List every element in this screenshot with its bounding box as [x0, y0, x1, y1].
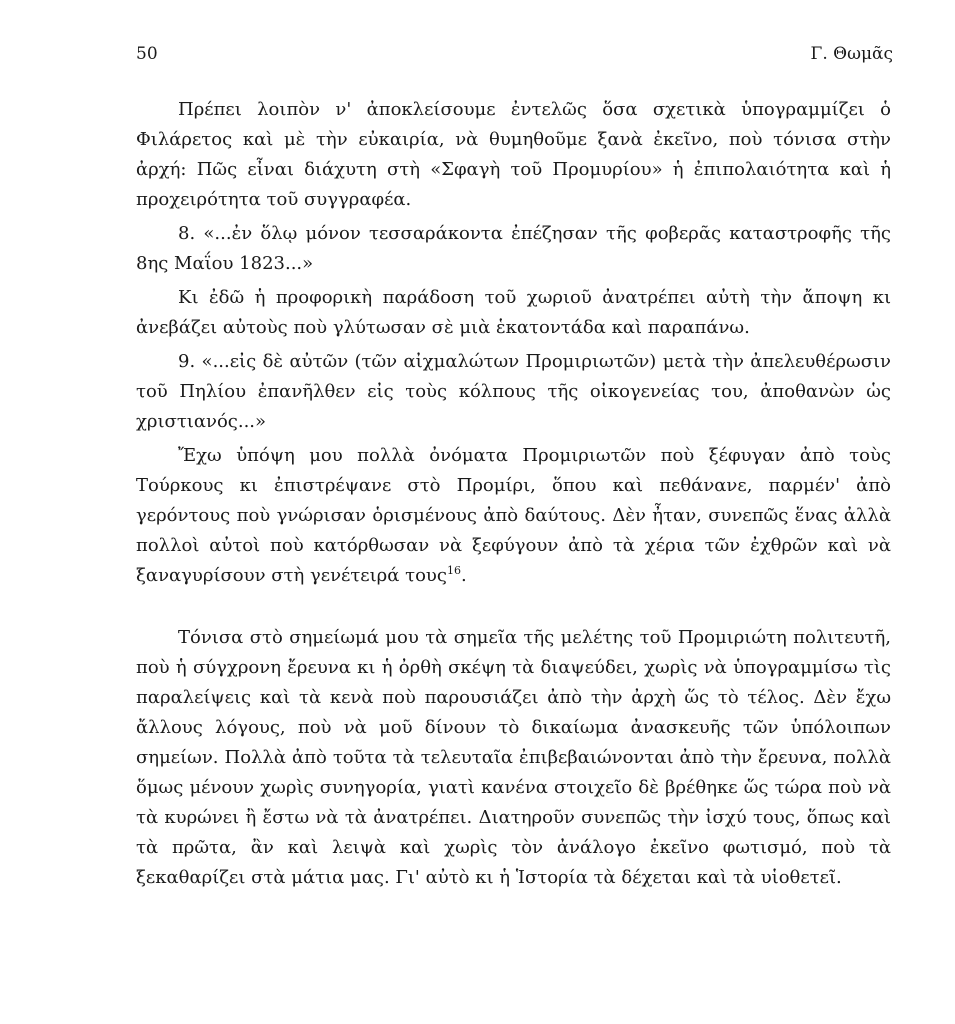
paragraph-escaped-names	[136, 441, 891, 591]
footnote-reference: 16	[446, 564, 461, 577]
paragraph-oral-tradition: Κι ἐδῶ ἡ προφορικὴ παράδοση τοῦ χωριοῦ ἀνατρέπει αὐτὴ τὴν ἄποψη κι ἀνεβάζει αὐτοὺς ποὺ γλύτωσαν σὲ μιὰ ἑκατοντάδα καὶ παραπάνω.	[136, 287, 891, 338]
running-head-author: Γ. Θωμᾶς	[810, 44, 893, 64]
page-header	[136, 44, 893, 74]
quote-item-9: 9. «...εἰς δὲ αὐτῶν (τῶν αἰχμαλώτων Προμιριωτῶν) μετὰ τὴν ἀπελευθέρωσιν τοῦ Πηλίου ἐπανῆλθεν εἰς τοὺς κόλπους τῆς οἰκογενείας του, ἀποθανὼν ὡς χριστιανός...»	[136, 351, 891, 432]
paragraph-closing: Τόνισα στὸ σημείωμά μου τὰ σημεῖα τῆς μελέτης τοῦ Προμιριώτη πολιτευτῆ, ποὺ ἡ σύγχρονη ἔρευνα κι ἡ ὀρθὴ σκέψη τὰ διαψεύδει, χωρὶς νὰ ὑπογραμμίσω τὶς παραλείψεις καὶ τὰ κενὰ ποὺ παρουσιάζει ἀπὸ τὴν ἀρχὴ ὥς τὸ τέλος. Δὲν ἔχω ἄλλους λόγους, ποὺ νὰ μοῦ δίνουν τὸ δικαίωμα ἀνασκευῆς τῶν ὑπόλοιπων σημείων. Πολλὰ ἀπὸ τοῦτα τὰ τελευταῖα ἐπιβεβαιώνονται ἀπὸ τὴν ἔρευνα, πολλὰ ὅμως μένουν χωρὶς συνηγορία, γιατὶ κανένα στοιχεῖο δὲ βρέθηκε ὥς τώρα ποὺ νὰ τὰ κυρώνει ἢ ἔστω νὰ τὰ ἀνατρέπει. Διατηροῦν συνεπῶς τὴν ἰσχύ τους, ὅπως καὶ τὰ πρῶτα, ἂν καὶ λειψὰ καὶ χωρὶς τὸν ἀνάλογο ἐκεῖνο φωτισμό, ποὺ τὰ ξεκαθαρίζει στὰ μάτια μας. Γι' αὐτὸ κι ἡ Ἱστορία τὰ δέχεται καὶ τὰ υἱοθετεῖ.	[136, 627, 891, 888]
paragraph-conclusion-philaretos: Πρέπει λοιπὸν ν' ἀποκλείσουμε ἐντελῶς ὅσα σχετικὰ ὑπογραμμίζει ὁ Φιλάρετος καὶ μὲ τὴν εὐκαιρία, νὰ θυμηθοῦμε ξανὰ ἐκεῖνο, ποὺ τόνισα στὴν ἀρχή: Πῶς εἶναι διάχυτη στὴ «Σφαγὴ τοῦ Προμυρίου» ἡ ἐπιπολαιότητα καὶ ἡ προχειρότητα τοῦ συγγραφέα.	[136, 99, 891, 210]
quote-item-8: 8. «...ἐν ὅλῳ μόνον τεσσαράκοντα ἐπέζησαν τῆς φοβερᾶς καταστροφῆς τῆς 8ης Μαΐου 1823...»	[136, 223, 891, 274]
paragraph-escaped-names-tail: .	[460, 565, 467, 586]
body-text	[136, 95, 891, 893]
page-number: 50	[136, 44, 158, 64]
paragraph-escaped-names-text: Ἔχω ὑπόψη μου πολλὰ ὀνόματα Προμιριωτῶν ποὺ ξέφυγαν ἀπὸ τοὺς Τούρκους κι ἐπιστρέψανε στὸ Προμίρι, ὅπου καὶ πεθάνανε, παρμέν' ἀπὸ γερόντους ποὺ γνώρισαν ὁρισμένους ἀπὸ δαύτους. Δὲν ἦταν, συνεπῶς ἕνας ἀλλὰ πολλοὶ αὐτοὶ ποὺ κατόρθωσαν νὰ ξεφύγουν ἀπὸ τὰ χέρια τῶν ἐχθρῶν καὶ νὰ ξαναγυρίσουν στὴ γενέτειρά τους	[136, 445, 891, 586]
